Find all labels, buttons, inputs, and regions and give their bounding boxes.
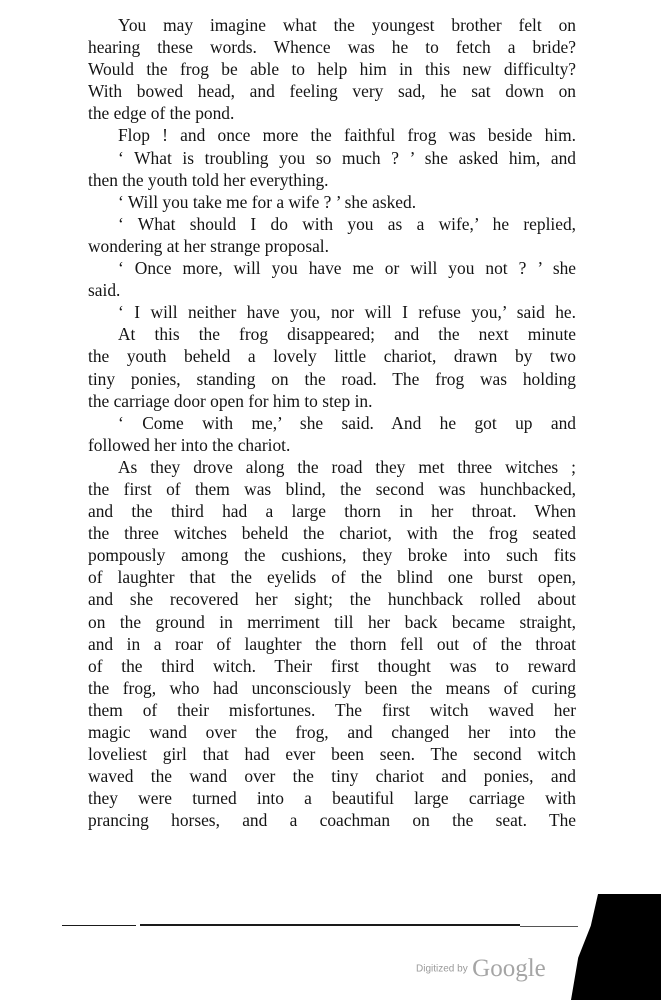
text-line: With bowed head, and feeling very sad, he sat down on: [88, 81, 576, 102]
text-line: then the youth told her everything.: [88, 169, 329, 190]
text-line: wondering at her strange proposal.: [88, 235, 329, 256]
text-line: At this the frog disappeared; and the next minute: [118, 324, 576, 345]
bottom-rule: [520, 926, 578, 927]
body-text: [88, 14, 576, 831]
text-line: ‘ Will you take me for a wife ? ’ she asked.: [118, 191, 417, 212]
text-line: ‘ Once more, will you have me or will you not ? ’ she: [118, 258, 576, 279]
text-line: hearing these words. Whence was he to fetch a bride?: [88, 37, 576, 58]
text-line: the carriage door open for him to step in.: [88, 390, 373, 411]
text-line: them of their misfortunes. The first witch waved her: [88, 699, 576, 720]
text-line: tiny ponies, standing on the road. The frog was holding: [88, 368, 576, 389]
watermark-prefix: Digitized by: [416, 963, 468, 975]
text-line: and in a roar of laughter the thorn fell out of the throat: [88, 633, 576, 654]
watermark-brand: Google: [472, 955, 546, 982]
text-line: of laughter that the eyelids of the blind one burst open,: [88, 567, 576, 588]
scan-shadow: [571, 894, 661, 1000]
text-line: ‘ What should I do with you as a wife,’ he replied,: [118, 213, 576, 234]
text-line: You may imagine what the youngest brother felt on: [118, 15, 576, 35]
text-line: the frog, who had unconsciously been the means of curing: [88, 677, 576, 698]
bottom-rule: [62, 925, 136, 926]
text-line: waved the wand over the tiny chariot and ponies, and: [88, 766, 576, 787]
bottom-rule: [140, 924, 520, 926]
text-line: and the third had a large thorn in her throat. When: [88, 501, 576, 522]
text-line: Would the frog be able to help him in this new difficulty?: [88, 59, 576, 80]
text-line: the edge of the pond.: [88, 103, 235, 124]
text-line: prancing horses, and a coachman on the seat. The: [88, 810, 576, 831]
text-line: ‘ Come with me,’ she said. And he got up and: [118, 412, 576, 433]
text-line: the youth beheld a lovely little chariot, drawn by two: [88, 346, 576, 367]
text-line: pompously among the cushions, they broke into such fits: [88, 545, 576, 566]
text-line: ‘ What is troubling you so much ? ’ she asked him, and: [118, 147, 576, 168]
text-line: of the third witch. Their first thought was to reward: [88, 655, 576, 676]
text-line: they were turned into a beautiful large carriage with: [88, 788, 576, 809]
text-line: and she recovered her sight; the hunchback rolled about: [88, 589, 576, 610]
text-line: magic wand over the frog, and changed her into the: [88, 722, 576, 742]
digitization-watermark: [416, 955, 546, 983]
text-line: said.: [88, 280, 121, 301]
text-line: followed her into the chariot.: [88, 434, 291, 455]
text-line: As they drove along the road they met three witches ;: [118, 456, 576, 477]
text-line: ‘ I will neither have you, nor will I refuse you,’ said he.: [118, 302, 576, 323]
text-line: the three witches beheld the chariot, with the frog seated: [88, 523, 576, 544]
text-line: the first of them was blind, the second was hunchbacked,: [88, 478, 576, 499]
text-line: on the ground in merriment till her back became straight,: [88, 611, 576, 632]
text-line: loveliest girl that had ever been seen. The second witch: [88, 744, 576, 765]
text-line: Flop ! and once more the faithful frog was beside him.: [118, 125, 576, 146]
